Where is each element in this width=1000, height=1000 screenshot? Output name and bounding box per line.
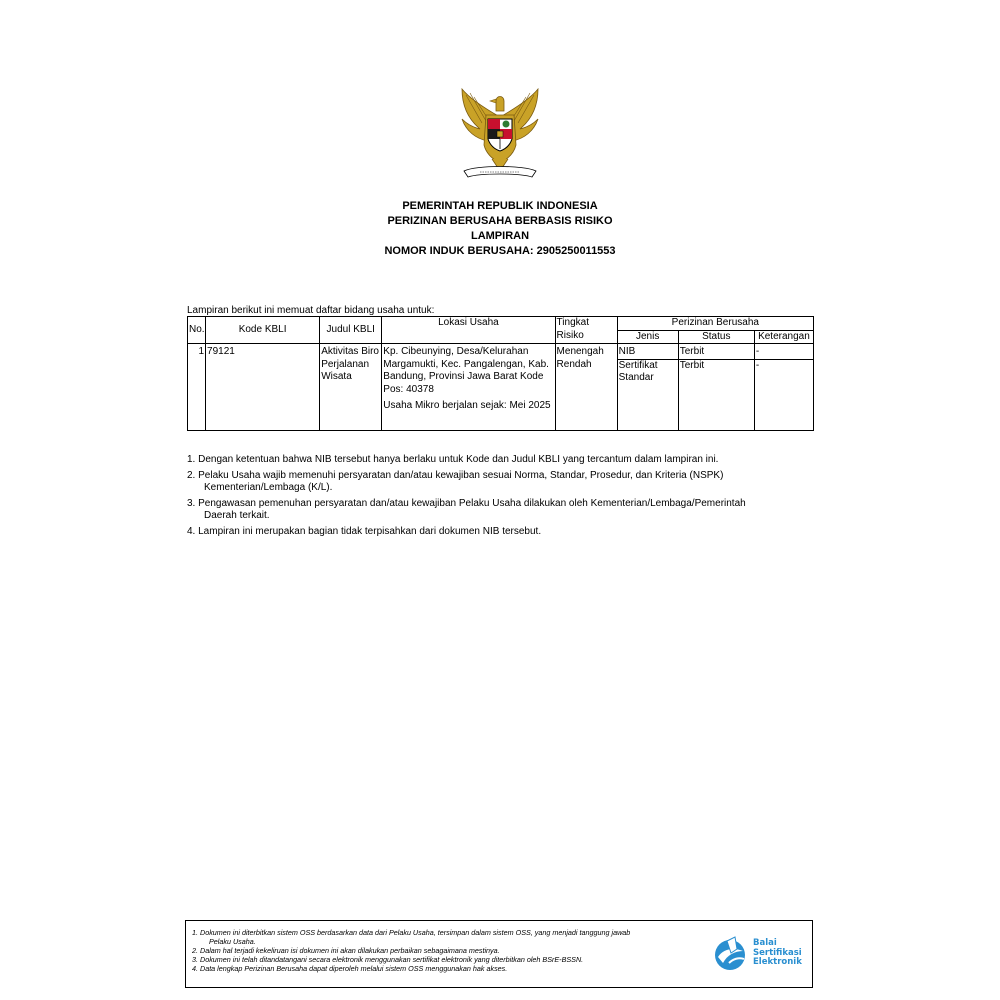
col-header-keterangan: Keterangan (754, 330, 813, 344)
cell-keterangan-1: - (754, 344, 813, 360)
garuda-emblem-icon (456, 87, 544, 179)
kbli-table (187, 316, 814, 431)
cell-kode: 79121 (206, 344, 320, 431)
note-number: 4. (187, 526, 196, 537)
bsre-logo-text (753, 939, 802, 968)
note-text-cont: Daerah terkait. (204, 510, 270, 521)
footer-note-text: Data lengkap Perizinan Berusaha dapat diperoleh melalui sistem OSS menggunakan hak akses. (200, 964, 508, 973)
cell-lokasi (382, 344, 555, 431)
table-row (188, 344, 814, 360)
cell-lokasi-extra: Usaha Mikro berjalan sejak: Mei 2025 (383, 400, 551, 411)
note-item (187, 498, 827, 522)
header-line-4: NOMOR INDUK BERUSAHA: 2905250011553 (384, 245, 616, 257)
note-text: Dengan ketentuan bahwa NIB tersebut hanya berlaku untuk Kode dan Judul KBLI yang tercantum dalam lampiran ini. (198, 454, 719, 465)
cell-keterangan-2: - (754, 359, 813, 430)
header-line-3: LAMPIRAN (470, 230, 530, 242)
col-header-judul: Judul KBLI (320, 317, 382, 344)
footer-note-text: Dokumen ini diterbitkan sistem OSS berdasarkan data dari Pelaku Usaha, tersimpan dalam sistem OSS, yang menjadi tanggung jawab (200, 928, 631, 937)
col-header-jenis: Jenis (617, 330, 678, 344)
bsre-logo (713, 935, 808, 975)
bsre-logo-line: Elektronik (753, 957, 802, 967)
footer-note (192, 955, 712, 964)
header-line-2: PERIZINAN BERUSAHA BERBASIS RISIKO (387, 215, 613, 227)
cell-jenis-1: NIB (617, 344, 678, 360)
footer-box (185, 920, 813, 988)
cell-jenis-2: Sertifikat Standar (617, 359, 678, 430)
notes-list (187, 454, 827, 542)
cell-judul: Aktivitas Biro Perjalanan Wisata (320, 344, 382, 431)
note-number: 2. (187, 470, 196, 481)
col-header-perizinan: Perizinan Berusaha (617, 317, 813, 331)
note-text-cont: Kementerian/Lembaga (K/L). (204, 482, 333, 493)
note-number: 3. (187, 498, 196, 509)
cell-status-2: Terbit (678, 359, 754, 430)
header-line-1: PEMERINTAH REPUBLIK INDONESIA (402, 200, 598, 212)
footer-note (192, 946, 712, 955)
bsre-logo-icon (713, 935, 749, 973)
bsre-logo-line: Sertifikasi (753, 947, 802, 958)
note-number: 1. (187, 454, 196, 465)
bsre-logo-line: Balai (753, 938, 777, 948)
cell-lokasi-address: Kp. Cibeunying, Desa/Kelurahan Margamukti, Kec. Pangalengan, Kab. Bandung, Provinsi Jawa Barat Kode Pos: 40378 (383, 346, 549, 395)
footer-note-text: Dokumen ini telah ditandatangani secara elektronik menggunakan sertifikat elektronik yang diterbitkan oleh BSrE-BSSN. (200, 955, 584, 964)
footer-note-number: 2. (192, 946, 198, 955)
intro-text: Lampiran berikut ini memuat daftar bidang usaha untuk: (187, 305, 435, 316)
note-text: Pelaku Usaha wajib memenuhi persyaratan dan/atau kewajiban sesuai Norma, Standar, Prosedur, dan Kriteria (NSPK) (198, 470, 724, 481)
footer-notes (192, 928, 712, 973)
note-item (187, 454, 827, 466)
cell-no: 1 (188, 344, 206, 431)
footer-note-number: 1. (192, 928, 198, 937)
footer-note (192, 964, 712, 973)
cell-tingkat: Menengah Rendah (555, 344, 617, 431)
footer-note-number: 4. (192, 964, 198, 973)
footer-note-number: 3. (192, 955, 198, 964)
col-header-lokasi: Lokasi Usaha (382, 317, 555, 344)
footer-note (192, 928, 712, 946)
cell-status-1: Terbit (678, 344, 754, 360)
note-item (187, 470, 827, 494)
col-header-tingkat: Tingkat Risiko (555, 317, 617, 344)
note-item (187, 526, 827, 538)
footer-note-cont: Pelaku Usaha. (209, 937, 256, 946)
footer-note-text: Dalam hal terjadi kekeliruan isi dokumen ini akan dilakukan perbaikan sebagaimana mestinya. (200, 946, 500, 955)
note-text: Lampiran ini merupakan bagian tidak terpisahkan dari dokumen NIB tersebut. (198, 526, 542, 537)
col-header-status: Status (678, 330, 754, 344)
col-header-kode: Kode KBLI (206, 317, 320, 344)
note-text: Pengawasan pemenuhan persyaratan dan/atau kewajiban Pelaku Usaha dilakukan oleh Kementerian/Lembaga/Pemerintah (198, 498, 746, 509)
col-header-no: No. (188, 317, 206, 344)
